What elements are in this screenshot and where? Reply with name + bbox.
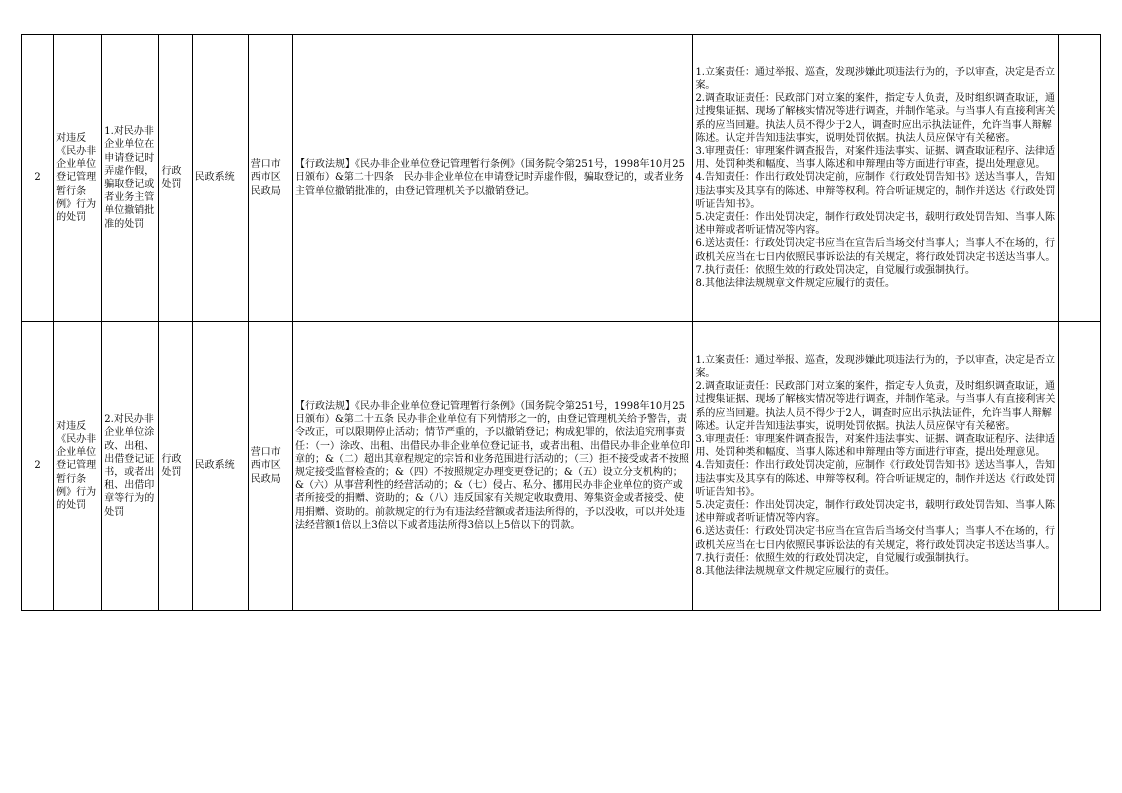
responsibility-item: 3.审理责任：审理案件调查报告，对案件违法事实、证据、调查取证程序、法律适用、处罚种类和幅度、当事人陈述和申辩理由等方面进行审查，提出处理意见。 xyxy=(695,145,1055,171)
department-system: 民政系统 xyxy=(192,35,248,322)
row-number: 2 xyxy=(22,322,54,611)
department-system: 民政系统 xyxy=(192,322,248,611)
implementing-agency: 营口市西市区民政局 xyxy=(248,35,292,322)
remark-cell xyxy=(1058,35,1100,322)
table-row xyxy=(22,322,1101,611)
power-type: 行政处罚 xyxy=(159,35,192,322)
sub-item-name: 2.对民办非企业单位涂改、出租、出借登记证书，或者出租、出借印章等行为的处罚 xyxy=(102,322,159,611)
table-row xyxy=(22,35,1101,322)
responsibility-list xyxy=(693,322,1058,611)
responsibility-item: 2.调查取证责任：民政部门对立案的案件，指定专人负责，及时组织调查取证，通过搜集证据、现场了解核实情况等进行调查，并制作笔录。与当事人有直接利害关系的应当回避。执法人员不得少于2人，调查时应出示执法证件，允许当事人辩解陈述。认定并告知违法事实，说明处罚依据。执法人员应保守有关秘密。 xyxy=(695,93,1056,144)
sub-item-name: 1.对民办非企业单位在申请登记时弄虚作假，骗取登记或者业务主管单位撤销批准的处罚 xyxy=(102,35,159,322)
responsibility-item: 5.决定责任：作出处罚决定，制作行政处罚决定书，载明行政处罚告知、当事人陈述申辩或者听证情况等内容。 xyxy=(695,500,1055,525)
responsibility-item: 4.告知责任：作出行政处罚决定前，应制作《行政处罚告知书》送达当事人，告知违法事实及其享有的陈述、申辩等权利。符合听证规定的，制作并送达《行政处罚听证告知书》。 xyxy=(695,172,1056,210)
responsibility-item: 7.执行责任：依照生效的行政处罚决定，自觉履行或强制执行。 xyxy=(695,552,975,564)
responsibility-item: 6.送达责任：行政处罚决定书应当在宣告后当场交付当事人；当事人不在场的，行政机关应当在七日内依照民事诉讼法的有关规定，将行政处罚决定书送达当事人。 xyxy=(695,238,1056,263)
responsibility-item: 2.调查取证责任：民政部门对立案的案件，指定专人负责，及时组织调查取证，通过搜集证据、现场了解核实情况等进行调查，并制作笔录。与当事人有直接利害关系的应当回避。执法人员不得少于2人，调查时应出示执法证件，允许当事人辩解陈述。认定并告知违法事实，说明处罚依据。执法人员应保守有关秘密。 xyxy=(695,381,1056,432)
responsibility-item: 7.执行责任：依照生效的行政处罚决定，自觉履行或强制执行。 xyxy=(695,264,975,276)
legal-basis: 【行政法规】《民办非企业单位登记管理暂行条例》（国务院令第251号，1998年10月25日颁布）&第二十五条 民办非企业单位有下列情形之一的，由登记管理机关给予警告，责令改正，可以限期停止活动；情节严重的，予以撤销登记；构成犯罪的，依法追究刑事责任：（一）涂改、出租、出借民办非企业单位登记证书，或者出租、出借民办非企业单位印章的；&（二）超出其章程规定的宗旨和业务范围进行活动的；（三）拒不接受或者不按照规定接受监督检查的；&（四）不按照规定办理变更登记的；&（五）设立分支机构的；&（六）从事营利性的经营活动的；&（七）侵占、私分、挪用民办非企业单位的资产或者所接受的捐赠、资助的；&（八）违反国家有关规定收取费用、筹集资金或者接受、使用捐赠、资助的。前款规定的行为有违法经营额或者违法所得的，予以没收，可以并处违法经营额1倍以上3倍以下或者违法所得3倍以上5倍以下的罚款。 xyxy=(292,322,692,611)
implementing-agency: 营口市西市区民政局 xyxy=(248,322,292,611)
power-type: 行政处罚 xyxy=(159,322,192,611)
responsibility-item: 4.告知责任：作出行政处罚决定前，应制作《行政处罚告知书》送达当事人，告知违法事实及其享有的陈述、申辩等权利。符合听证规定的，制作并送达《行政处罚听证告知书》。 xyxy=(695,460,1056,498)
responsibility-item: 8.其他法律法规规章文件规定应履行的责任。 xyxy=(695,278,895,290)
responsibility-item: 1.立案责任：通过举报、巡查，发现涉嫌此项违法行为的，予以审查，决定是否立案。 xyxy=(695,354,1055,379)
item-name: 对违反《民办非企业单位登记管理暂行条例》行为的处罚 xyxy=(54,35,102,322)
responsibility-item: 5.决定责任：作出处罚决定，制作行政处罚决定书，载明行政处罚告知、当事人陈述申辩或者听证情况等内容。 xyxy=(695,212,1055,237)
responsibility-item: 3.审理责任：审理案件调查报告，对案件违法事实、证据、调查取证程序、法律适用、处罚种类和幅度、当事人陈述和申辩理由等方面进行审查，提出处理意见。 xyxy=(695,433,1055,459)
responsibility-list xyxy=(693,35,1058,322)
item-name: 对违反《民办非企业单位登记管理暂行条例》行为的处罚 xyxy=(54,322,102,611)
responsibility-item: 1.立案责任：通过举报、巡查，发现涉嫌此项违法行为的，予以审查，决定是否立案。 xyxy=(695,66,1055,91)
legal-basis: 【行政法规】《民办非企业单位登记管理暂行条例》（国务院令第251号，1998年10月25日颁布）&第二十四条 民办非企业单位在申请登记时弄虚作假，骗取登记的，或者业务主管单位撤销批准的，由登记管理机关予以撤销登记。 xyxy=(292,35,692,322)
row-number: 2 xyxy=(22,35,54,322)
responsibility-item: 8.其他法律法规规章文件规定应履行的责任。 xyxy=(695,566,895,578)
power-list-table xyxy=(21,34,1101,611)
remark-cell xyxy=(1058,322,1100,611)
responsibility-item: 6.送达责任：行政处罚决定书应当在宣告后当场交付当事人；当事人不在场的，行政机关应当在七日内依照民事诉讼法的有关规定，将行政处罚决定书送达当事人。 xyxy=(695,526,1056,551)
